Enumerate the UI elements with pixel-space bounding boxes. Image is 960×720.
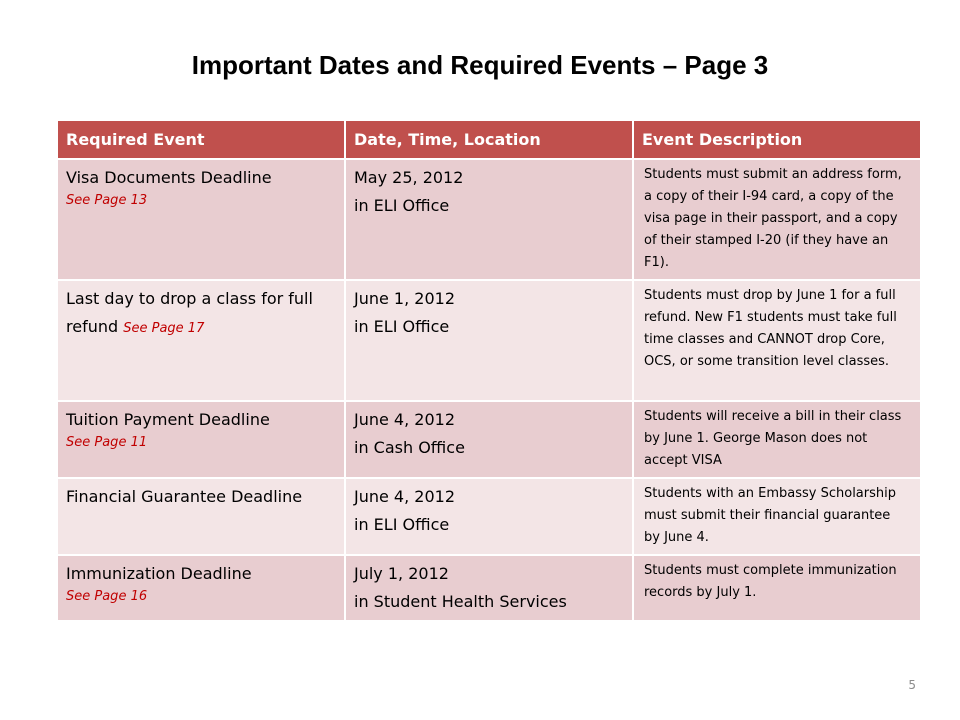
- event-name: Last day to drop a class for full refund: [66, 289, 313, 336]
- page-reference: See Page 16: [66, 589, 148, 604]
- slide-title: Important Dates and Required Events – Page 3: [191, 50, 769, 80]
- event-location: in ELI Office: [354, 196, 450, 215]
- table-row: [57, 159, 921, 280]
- event-location: in Student Health Services: [354, 592, 567, 611]
- header-date-time-location: Date, Time, Location: [345, 120, 633, 159]
- date-cell: [345, 280, 633, 401]
- event-cell: [57, 555, 345, 621]
- table-header-row: [57, 120, 921, 159]
- event-cell: [57, 401, 345, 478]
- description-cell: Students must complete immunization records by July 1.: [633, 555, 921, 621]
- events-table: [56, 119, 922, 622]
- event-date: June 4, 2012: [354, 410, 455, 429]
- date-cell: [345, 159, 633, 280]
- description-cell: Students with an Embassy Scholarship must submit their financial guarantee by June 4.: [633, 478, 921, 555]
- header-event-description: Event Description: [633, 120, 921, 159]
- event-date: June 1, 2012: [354, 289, 455, 308]
- event-name: Tuition Payment Deadline: [66, 410, 270, 429]
- event-name: Financial Guarantee Deadline: [66, 487, 303, 506]
- event-date: May 25, 2012: [354, 168, 464, 187]
- description-cell: Students must drop by June 1 for a full refund. New F1 students must take full time classes and CANNOT drop Core, OCS, or some transition level classes.: [633, 280, 921, 401]
- date-cell: [345, 478, 633, 555]
- date-cell: [345, 555, 633, 621]
- page-number: 5: [908, 678, 916, 692]
- event-name: Visa Documents Deadline: [66, 168, 272, 187]
- event-cell: [57, 159, 345, 280]
- table-row: [57, 555, 921, 621]
- event-date: June 4, 2012: [354, 487, 455, 506]
- event-name: Immunization Deadline: [66, 564, 252, 583]
- event-cell: [57, 478, 345, 555]
- event-location: in ELI Office: [354, 317, 450, 336]
- page-reference: See Page 17: [123, 321, 205, 336]
- header-required-event: Required Event: [57, 120, 345, 159]
- event-date: July 1, 2012: [354, 564, 449, 583]
- table-row: [57, 280, 921, 401]
- page-reference: See Page 13: [66, 193, 148, 208]
- description-cell: Students will receive a bill in their class by June 1. George Mason does not accept VISA: [633, 401, 921, 478]
- page-reference: See Page 11: [66, 435, 148, 450]
- date-cell: [345, 401, 633, 478]
- event-location: in Cash Office: [354, 438, 465, 457]
- event-location: in ELI Office: [354, 515, 450, 534]
- description-cell: Students must submit an address form, a copy of their I-94 card, a copy of the visa page in their passport, and a copy of their stamped I-20 (if they have an F1).: [633, 159, 921, 280]
- table-row: [57, 478, 921, 555]
- event-cell: [57, 280, 345, 401]
- table-row: [57, 401, 921, 478]
